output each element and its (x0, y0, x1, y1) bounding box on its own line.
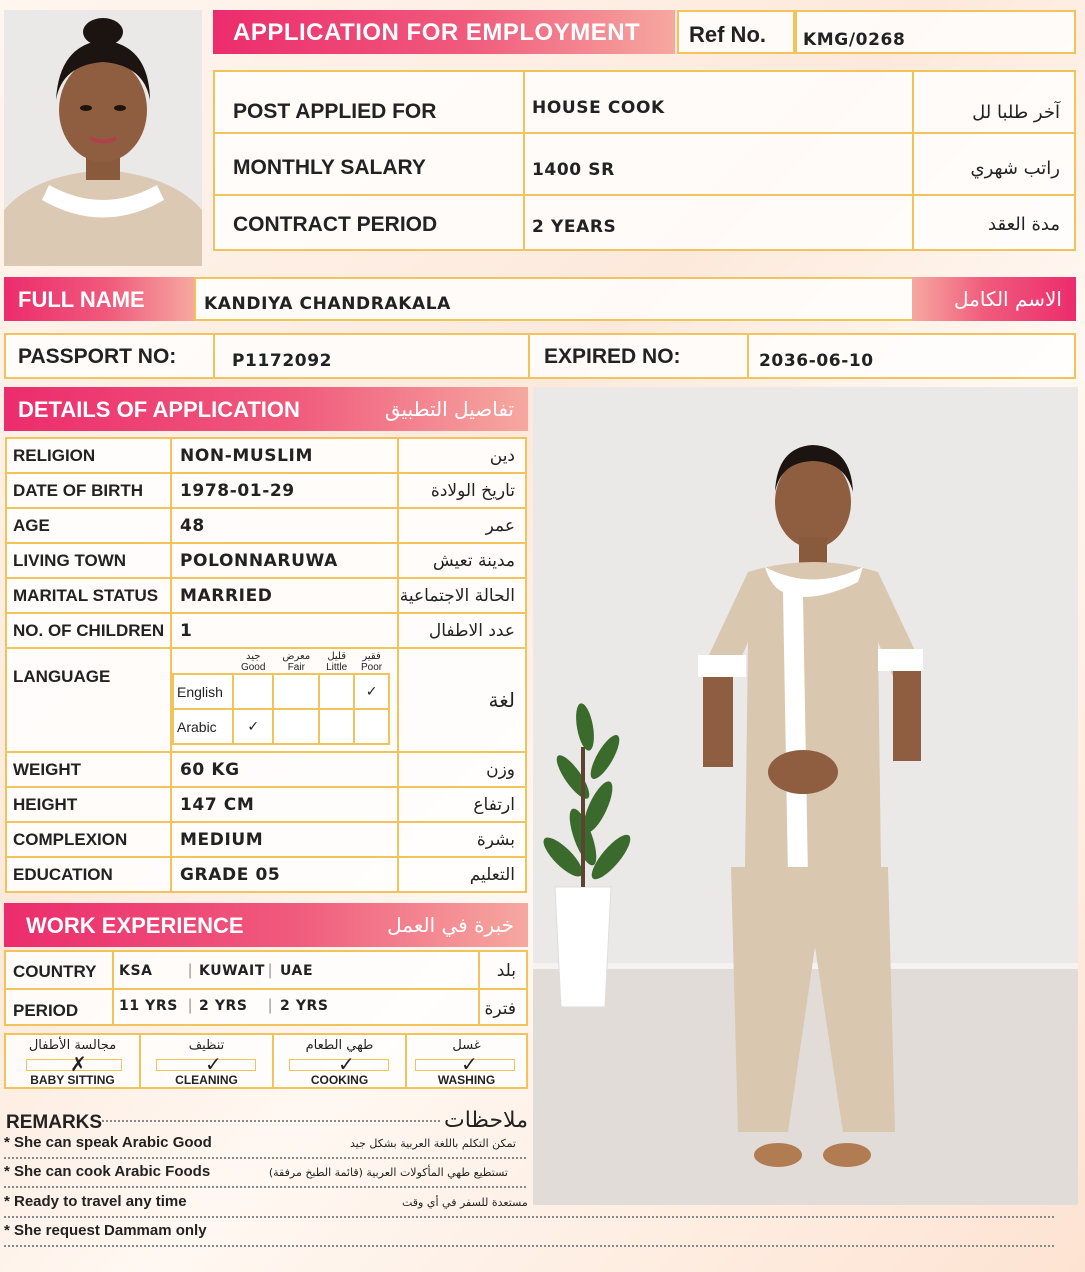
salary-label: MONTHLY SALARY (233, 156, 426, 179)
skill-cooking-mark: ✓ (338, 1054, 355, 1076)
lang-english-poor-check: ✓ (354, 674, 389, 709)
details-table (5, 437, 527, 893)
table-row: LIVING TOWN POLONNARUWA مدينة تعيش (6, 543, 526, 578)
table-row: DATE OF BIRTH 1978-01-29 تاريخ الولادة (6, 473, 526, 508)
remark-3: * Ready to travel any time مستعدة للسفر في أي وقت (4, 1193, 1054, 1219)
contract-arabic: مدة العقد (988, 214, 1060, 235)
portrait-photo (4, 10, 202, 266)
full-name-arabic: الاسم الكامل (953, 287, 1062, 311)
remark-4: * She request Dammam only (4, 1222, 1054, 1248)
remarks-section (4, 1108, 1079, 1268)
skills-row (4, 1033, 528, 1089)
skill-cooking: طهي الطعام ✓ COOKING (274, 1035, 405, 1087)
language-row: LANGUAGE جيد Good معرض Fair قليل Little فقير Poor English ✓ Arabic ✓ لغة (6, 648, 526, 752)
work-table: COUNTRY KSA | KUWAIT | UAE بلد PERIOD 11 YRS | 2 YRS | 2 YRS فترة (4, 950, 528, 1026)
lang-arabic: Arabic (173, 709, 233, 744)
form-title: APPLICATION FOR EMPLOYMENT (233, 19, 641, 46)
details-title: DETAILS OF APPLICATION (18, 397, 300, 422)
table-row: COMPLEXION MEDIUM بشرة (6, 822, 526, 857)
full-name-label-cell (4, 277, 194, 321)
lang-english: English (173, 674, 233, 709)
passport-row (4, 333, 1076, 379)
details-title-arabic: تفاصيل التطبيق (384, 397, 514, 421)
country-2: KUWAIT (199, 963, 265, 979)
remarks-label-arabic: ملاحظات (444, 1108, 528, 1133)
salary-arabic: راتب شهري (970, 158, 1060, 179)
period-arabic: فترة (484, 999, 516, 1019)
skill-cleaning-mark: ✓ (205, 1054, 222, 1076)
table-row: HEIGHT 147 CM ارتفاع (6, 787, 526, 822)
details-header (4, 387, 528, 431)
work-title: WORK EXPERIENCE (26, 913, 244, 938)
passport-label: PASSPORT NO: (18, 345, 177, 368)
country-arabic: بلد (496, 961, 516, 981)
country-3: UAE (280, 963, 314, 979)
skill-washing-mark: ✓ (461, 1054, 478, 1076)
post-value: HOUSE COOK (532, 98, 665, 118)
remark-2: * She can cook Arabic Foods تستطيع طهي المأكولات العربية (قائمة الطبخ مرفقة) (4, 1163, 526, 1189)
table-row: AGE 48 عمر (6, 508, 526, 543)
post-arabic: آخر طلبا لل (972, 102, 1060, 123)
remark-1: * She can speak Arabic Good تمكن التكلم باللغة العربية بشكل جيد (4, 1134, 526, 1160)
full-name-value: KANDIYA CHANDRAKALA (204, 294, 451, 314)
post-label: POST APPLIED FOR (233, 100, 437, 123)
full-body-photo (533, 387, 1078, 1205)
period-label: PERIOD (13, 1001, 79, 1020)
table-row: MARITAL STATUS MARRIED الحالة الاجتماعية (6, 578, 526, 613)
passport-value: P1172092 (232, 351, 333, 371)
expiry-label: EXPIRED NO: (544, 345, 681, 368)
contract-label: CONTRACT PERIOD (233, 213, 438, 236)
ref-label-cell: Ref No. (677, 10, 795, 54)
language-grid: جيد Good معرض Fair قليل Little فقير Poor English ✓ Arabic ✓ (171, 648, 398, 752)
work-header (4, 903, 528, 947)
table-row: RELIGION NON-MUSLIM دين (6, 438, 526, 473)
table-row: EDUCATION GRADE 05 التعليم (6, 857, 526, 892)
table-row: NO. OF CHILDREN 1 عدد الاطفال (6, 613, 526, 648)
job-info-table (213, 70, 1076, 251)
skill-baby-sitting-mark: ✗ (70, 1054, 87, 1076)
lang-arabic-good-check: ✓ (233, 709, 273, 744)
period-3: 2 YRS (280, 998, 329, 1014)
period-2: 2 YRS (199, 998, 248, 1014)
table-row: WEIGHT 60 KG وزن (6, 752, 526, 787)
expiry-value: 2036-06-10 (759, 351, 874, 371)
salary-value: 1400 SR (532, 160, 615, 180)
ref-value-cell (795, 10, 1076, 54)
full-name-value-cell (194, 277, 914, 321)
skill-cleaning: تنظيف ✓ CLEANING (141, 1035, 272, 1087)
work-title-arabic: خبرة في العمل (387, 913, 514, 937)
period-1: 11 YRS (119, 998, 178, 1014)
full-name-label: FULL NAME (18, 287, 145, 312)
form-title-bar (213, 10, 675, 54)
ref-number: KMG/0268 (803, 30, 906, 50)
full-name-arabic-cell (912, 277, 1076, 321)
skill-washing: غسل ✓ WASHING (407, 1035, 526, 1087)
skill-baby-sitting: مجالسة الأطفال ✗ BABY SITTING (6, 1035, 139, 1087)
remarks-label: REMARKS (6, 1112, 103, 1133)
contract-value: 2 YEARS (532, 217, 617, 237)
country-label: COUNTRY (13, 962, 97, 981)
country-1: KSA (119, 963, 153, 979)
